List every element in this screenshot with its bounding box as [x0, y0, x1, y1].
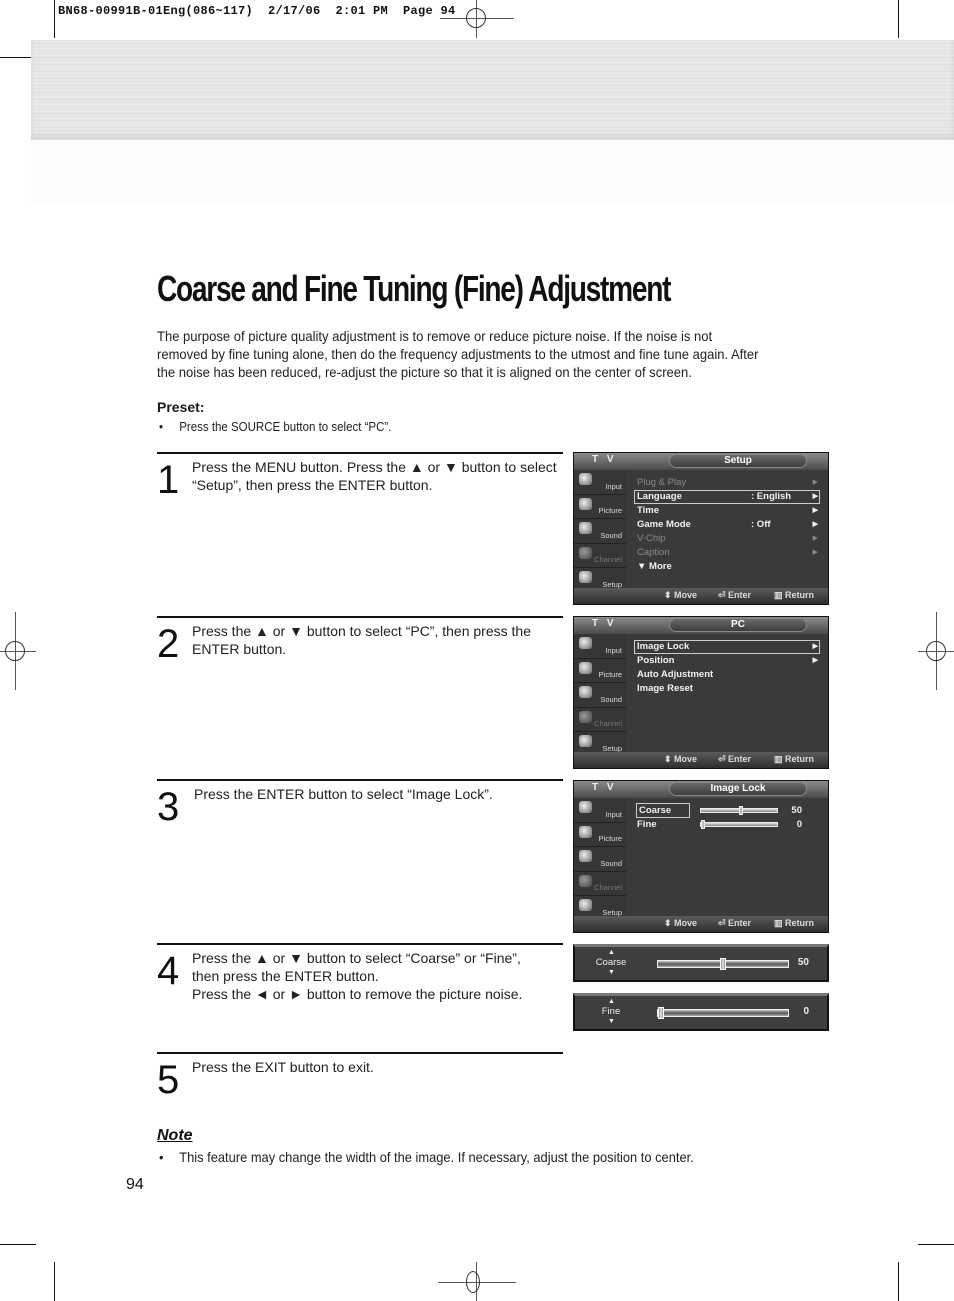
osd-menu-item-selected[interactable] [634, 640, 820, 654]
crop-mark [54, 0, 55, 38]
enter-icon: ⏎ [718, 918, 729, 928]
fine-slider[interactable] [700, 822, 778, 827]
osd-menu-item-selected[interactable] [634, 490, 820, 504]
osd-menu-title: Image Lock [669, 782, 807, 796]
osd-menu-item[interactable] [634, 668, 820, 682]
osd-sidebar-label: Setup [602, 743, 622, 753]
enter-icon: ⏎ [718, 754, 729, 764]
osd-sidebar-label: Picture [598, 506, 622, 515]
slider-knob[interactable] [701, 820, 705, 829]
slider-knob[interactable] [720, 958, 726, 970]
enter-icon: ⏎ [718, 590, 729, 600]
step-line: “Setup”, then press the ENTER button. [192, 477, 433, 493]
sound-icon [579, 522, 592, 534]
osd-sidebar-label: Channel [594, 719, 622, 728]
fine-adjust-bar [573, 993, 829, 1031]
osd-hint-label: Enter [728, 754, 752, 764]
channel-icon [579, 547, 592, 559]
crop-mark [54, 1262, 55, 1301]
osd-sidebar-channel[interactable] [574, 872, 626, 897]
osd-tv-label: T V [592, 618, 617, 629]
osd-hint-label: Return [785, 590, 815, 600]
osd-return-hint [774, 754, 814, 765]
step-text [192, 458, 564, 494]
osd-item-label: Image Lock [637, 641, 690, 652]
preset-heading: Preset: [157, 399, 205, 415]
osd-sidebar-label: Sound [600, 694, 622, 704]
osd-menu-list [634, 640, 820, 696]
step-4 [157, 943, 563, 1052]
step-5 [157, 1052, 563, 1112]
osd-hint-label: Return [785, 918, 815, 928]
step-line: Press the ▲ or ▼ button to select “PC”, then press the [192, 623, 531, 639]
note-item: • This feature may change the width of the image. If necessary, adjust the position to center. [159, 1149, 694, 1165]
arrow-right-icon: ▶ [812, 535, 818, 542]
osd-move-hint [664, 918, 697, 929]
mini-slider-label: Fine [601, 1006, 621, 1017]
setup-gear-icon [579, 899, 592, 911]
osd-sidebar-input[interactable] [574, 634, 626, 659]
osd-coarse-row[interactable] [634, 804, 820, 818]
osd-sidebar-label: Picture [598, 670, 622, 679]
slider-knob[interactable] [658, 1007, 664, 1019]
fine-slider-track[interactable] [657, 1009, 789, 1017]
mini-slider-value: 0 [803, 1006, 809, 1017]
osd-sidebar-sound[interactable] [574, 847, 626, 872]
setup-gear-icon [579, 735, 592, 747]
osd-sidebar-label: Picture [598, 834, 622, 843]
channel-icon [579, 875, 592, 887]
note-heading: Note [157, 1127, 193, 1144]
crop-mark [0, 1244, 36, 1245]
step-3 [157, 779, 563, 943]
step-number: 4 [157, 949, 180, 993]
header-fade [31, 140, 954, 202]
osd-menu-item[interactable] [634, 682, 820, 696]
osd-tv-label: T V [592, 454, 617, 465]
osd-sidebar-sound[interactable] [574, 519, 626, 544]
osd-hint-label: Move [674, 754, 698, 764]
osd-enter-hint [718, 918, 751, 929]
osd-menu-item[interactable] [634, 546, 820, 560]
osd-return-hint [774, 918, 814, 929]
osd-sidebar-channel[interactable] [574, 544, 626, 569]
osd-footer [574, 916, 828, 932]
osd-sidebar-label: Sound [600, 530, 622, 540]
step-line: Press the MENU button. Press the ▲ or ▼ button to select [192, 459, 557, 475]
osd-menu-title: Setup [669, 454, 807, 468]
picture-icon [579, 498, 592, 510]
osd-sidebar-input[interactable] [574, 798, 626, 823]
osd-fine-row[interactable] [634, 818, 820, 832]
osd-item-label: Language [637, 491, 682, 502]
osd-sidebar-sound[interactable] [574, 683, 626, 708]
osd-item-label: Plug & Play [637, 477, 687, 488]
osd-item-value: : Off [751, 519, 771, 530]
registration-mark [466, 1271, 480, 1293]
osd-sidebar-label: Setup [602, 907, 622, 917]
coarse-slider-track[interactable] [657, 960, 789, 968]
coarse-adjust-bar [573, 944, 829, 982]
arrow-right-icon: ▶ [812, 507, 818, 514]
arrow-right-icon: ▶ [812, 657, 818, 664]
input-icon [579, 801, 592, 813]
osd-item-label: Auto Adjustment [637, 669, 714, 680]
osd-sidebar-label: Input [605, 481, 622, 491]
osd-tv-label: T V [592, 782, 617, 793]
mini-slider-label: Coarse [595, 957, 627, 968]
arrow-right-icon: ▶ [812, 643, 818, 650]
osd-menu-title: PC [669, 618, 807, 632]
arrow-up-icon: ▲ [608, 998, 615, 1005]
osd-title-bar [574, 453, 828, 470]
input-icon [579, 637, 592, 649]
sound-icon [579, 686, 592, 698]
note-item-text: This feature may change the width of the image. If necessary, adjust the position to center. [179, 1149, 694, 1165]
osd-title-bar [574, 781, 828, 798]
up-down-icon: ⬍ [664, 754, 675, 764]
step-line: Press the ▲ or ▼ button to select “Coarse” or “Fine”, [192, 950, 521, 966]
arrow-right-icon: ▶ [812, 521, 818, 528]
registration-mark [5, 641, 25, 661]
osd-image-lock-screen [573, 780, 829, 933]
osd-return-hint [774, 590, 814, 601]
osd-hint-label: Enter [728, 590, 752, 600]
return-icon: ▥ [774, 754, 786, 764]
osd-footer [574, 752, 828, 768]
step-number: 1 [157, 458, 180, 502]
osd-hint-label: Move [674, 590, 698, 600]
intro-paragraph: The purpose of picture quality adjustment is to remove or reduce picture noise. If the noise is not removed by fine tuning alone, then do the frequency adjustments to the utmost and fine tune again. After the noise has been reduced, re-adjust the picture so that it is aligned on the center of screen. [157, 328, 759, 380]
osd-footer [574, 588, 828, 604]
osd-hint-label: Return [785, 754, 815, 764]
osd-sidebar [574, 798, 626, 918]
step-text [194, 785, 566, 803]
osd-menu-item[interactable] [634, 518, 820, 532]
preset-item: • Press the SOURCE button to select “PC”. [159, 420, 392, 434]
osd-title-bar [574, 617, 828, 634]
arrow-up-icon: ▲ [608, 949, 615, 956]
registration-mark [466, 8, 486, 28]
osd-slider-label: Fine [637, 819, 657, 830]
coarse-slider[interactable] [700, 808, 778, 813]
crop-mark [898, 0, 899, 38]
osd-sidebar-picture[interactable] [574, 823, 626, 848]
osd-sidebar-input[interactable] [574, 470, 626, 495]
channel-icon [579, 711, 592, 723]
page-number: 94 [126, 1176, 144, 1193]
step-number: 3 [157, 785, 180, 829]
osd-enter-hint [718, 754, 751, 765]
step-1 [157, 452, 563, 616]
osd-item-label: ▼ More [637, 561, 672, 572]
step-line: Press the EXIT button to exit. [192, 1059, 374, 1075]
picture-icon [579, 662, 592, 674]
step-number: 2 [157, 622, 180, 666]
registration-mark [926, 641, 946, 661]
osd-sidebar-label: Channel [594, 555, 622, 564]
osd-move-hint [664, 590, 697, 601]
up-down-icon: ⬍ [664, 590, 675, 600]
sound-icon [579, 850, 592, 862]
arrow-down-icon: ▼ [608, 969, 615, 976]
osd-item-label: Game Mode [637, 519, 691, 530]
picture-icon [579, 826, 592, 838]
osd-item-label: V-Chip [637, 533, 666, 544]
osd-menu-item[interactable] [634, 654, 820, 668]
osd-item-label: Caption [637, 547, 670, 558]
slider-knob[interactable] [739, 806, 743, 815]
osd-sidebar-picture[interactable] [574, 659, 626, 684]
osd-move-hint [664, 754, 697, 765]
crop-mark [918, 1244, 954, 1245]
osd-item-label: Time [637, 505, 660, 516]
up-down-icon: ⬍ [664, 918, 675, 928]
osd-sidebar [574, 470, 626, 590]
print-slug: BN68-00991B-01Eng(086~117) 2/17/06 2:01 PM Page 94 [58, 4, 456, 18]
osd-sidebar-label: Input [605, 809, 622, 819]
preset-item-text: Press the SOURCE button to select “PC”. [179, 420, 392, 434]
osd-sidebar-label: Input [605, 645, 622, 655]
step-line: then press the ENTER button. [192, 968, 379, 984]
osd-pc-screen [573, 616, 829, 769]
arrow-right-icon: ▶ [812, 549, 818, 556]
osd-slider-list [634, 804, 820, 832]
header-band [31, 40, 954, 140]
step-line: Press the ENTER button to select “Image Lock”. [194, 786, 493, 802]
step-line: Press the ◄ or ► button to remove the picture noise. [192, 986, 523, 1002]
osd-item-label: Image Reset [637, 683, 693, 694]
step-text [192, 1058, 564, 1076]
input-icon [579, 473, 592, 485]
osd-sidebar-label: Channel [594, 883, 622, 892]
page-title: Coarse and Fine Tuning (Fine) Adjustment [157, 268, 671, 309]
osd-menu-list [634, 476, 820, 574]
return-icon: ▥ [774, 590, 786, 600]
setup-gear-icon [579, 571, 592, 583]
osd-hint-label: Enter [728, 918, 752, 928]
osd-sidebar-label: Setup [602, 579, 622, 589]
osd-item-label: Position [637, 655, 675, 666]
step-number: 5 [157, 1058, 180, 1102]
crop-mark [898, 1262, 899, 1301]
osd-sidebar [574, 634, 626, 754]
osd-menu-item[interactable] [634, 532, 820, 546]
arrow-down-icon: ▼ [608, 1018, 615, 1025]
step-text [192, 949, 564, 1003]
osd-sidebar-picture[interactable] [574, 495, 626, 520]
osd-slider-value: 0 [796, 819, 802, 830]
return-icon: ▥ [774, 918, 786, 928]
osd-enter-hint [718, 590, 751, 601]
step-line: ENTER button. [192, 641, 287, 657]
arrow-right-icon: ▶ [812, 493, 818, 500]
step-text [192, 622, 564, 658]
osd-sidebar-label: Sound [600, 858, 622, 868]
osd-item-value: : English [751, 491, 792, 502]
osd-slider-value: 50 [791, 805, 802, 816]
osd-menu-item[interactable] [634, 504, 820, 518]
osd-hint-label: Move [674, 918, 698, 928]
osd-slider-label: Coarse [637, 804, 689, 817]
mini-slider-value: 50 [797, 957, 809, 968]
osd-menu-item-more[interactable] [634, 560, 820, 574]
step-2 [157, 616, 563, 779]
osd-menu-item[interactable] [634, 476, 820, 490]
osd-setup-screen [573, 452, 829, 605]
osd-sidebar-channel[interactable] [574, 708, 626, 733]
arrow-right-icon: ▶ [812, 479, 818, 486]
